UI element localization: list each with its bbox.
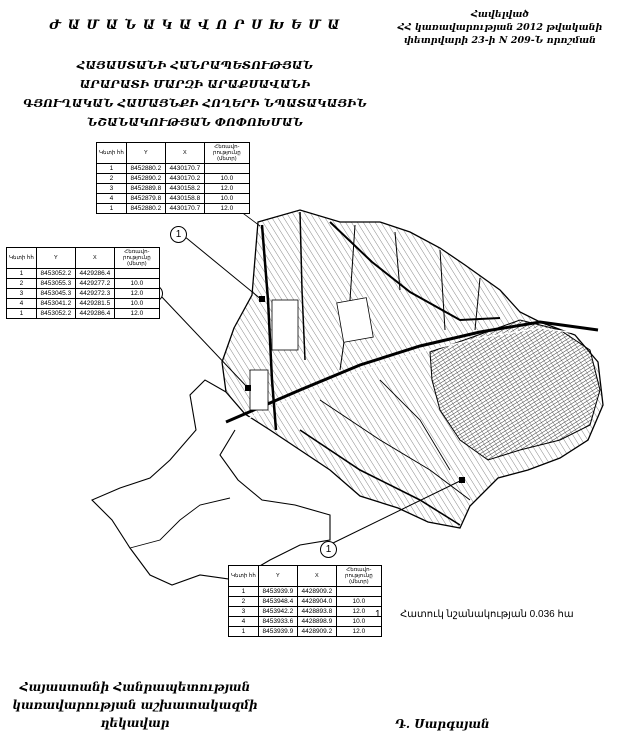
distance-cell: 12.0 <box>114 289 159 299</box>
footer-line: ղեկավար <box>100 716 170 730</box>
col-header: Կետի հհ <box>229 566 259 587</box>
attachment-line: փետրվարի 23-ի N 209-Ն որոշման <box>404 35 596 46</box>
cell: 4430170.7 <box>165 164 204 174</box>
distance-cell: 12.0 <box>114 309 159 319</box>
attachment-line: Հավելված <box>470 9 530 20</box>
cell: 4430170.2 <box>165 174 204 184</box>
parcel <box>337 298 373 343</box>
cell: 4429281.5 <box>75 299 114 309</box>
attachment-line: ՀՀ կառավարության 2012 թվականի <box>397 22 603 33</box>
cell: 4428904.0 <box>297 597 336 607</box>
cell <box>204 164 249 174</box>
distance-cell: 12.0 <box>204 204 249 214</box>
parcel <box>250 370 268 410</box>
parcel <box>272 300 298 350</box>
cell: 8452889.8 <box>126 184 165 194</box>
col-header: X <box>297 566 336 587</box>
cell: 4428898.9 <box>297 617 336 627</box>
distance-cell: 12.0 <box>336 607 381 617</box>
cell <box>336 587 381 597</box>
col-header: Հեռավո-րությունը (մետր) <box>336 566 381 587</box>
cell: 1 <box>229 627 259 637</box>
cell: 1 <box>97 204 127 214</box>
coordinate-table-3 <box>228 565 382 637</box>
cell: 3 <box>7 289 37 299</box>
distance-cell: 10.0 <box>336 597 381 607</box>
map-title: Ժ Ա Մ Ա Ն Ա Կ Ա Վ Ո Ր Ս Խ Ե Մ Ա <box>49 18 341 33</box>
cell: 4 <box>97 194 127 204</box>
river-boundary <box>130 498 230 548</box>
cell: 1 <box>229 587 259 597</box>
col-header: Y <box>36 248 75 269</box>
col-header: Կետի հհ <box>97 143 127 164</box>
special-plot <box>459 477 465 483</box>
distance-cell: 10.0 <box>336 617 381 627</box>
distance-cell: 12.0 <box>204 184 249 194</box>
cell: 8453052.2 <box>36 309 75 319</box>
col-header: X <box>165 143 204 164</box>
col-header: Հեռավո-րությունը (մետր) <box>204 143 249 164</box>
cell: 4428909.2 <box>297 627 336 637</box>
subtitle-line: ԳՅՈՒՂԱԿԱՆ ՀԱՄԱՅՆՔԻ ՀՈՂԵՐԻ ՆՊԱՏԱԿԱՅԻՆ <box>23 96 367 110</box>
cell: 4429286.4 <box>75 269 114 279</box>
cell: 4429277.2 <box>75 279 114 289</box>
cell: 8453942.2 <box>258 607 297 617</box>
cell: 8453948.4 <box>258 597 297 607</box>
col-header: Y <box>126 143 165 164</box>
leader-line <box>184 236 262 300</box>
cell: 1 <box>7 269 37 279</box>
subtitle-line: ԱՐԱՐԱՏԻ ՄԱՐԶԻ ԱՐԱՔՍԱՎԱՆԻ <box>79 77 311 91</box>
plot-marker: 1 <box>170 226 187 243</box>
subtitle-line: ՀԱՅԱՍՏԱՆԻ ՀԱՆՐԱՊԵՏՈՒԹՅԱՆ <box>76 58 314 72</box>
cell: 4 <box>229 617 259 627</box>
cell: 8453055.3 <box>36 279 75 289</box>
legend-text: Հատուկ նշանակության 0.036 հա <box>400 609 574 620</box>
cell: 1 <box>97 164 127 174</box>
cell: 4 <box>7 299 37 309</box>
cell: 4429272.3 <box>75 289 114 299</box>
cell: 4430158.8 <box>165 194 204 204</box>
cell: 4430158.2 <box>165 184 204 194</box>
coordinate-table-2 <box>6 247 160 319</box>
col-header: Կետի հհ <box>7 248 37 269</box>
cell: 8453933.6 <box>258 617 297 627</box>
col-header: Հեռավո-րությունը (մետր) <box>114 248 159 269</box>
distance-cell: 10.0 <box>114 299 159 309</box>
legend-number: 1 <box>375 609 381 620</box>
cell: 4429286.4 <box>75 309 114 319</box>
cell: 4428909.2 <box>297 587 336 597</box>
cell: 2 <box>229 597 259 607</box>
cell: 2 <box>7 279 37 289</box>
cell: 8453045.3 <box>36 289 75 299</box>
coordinate-table-1 <box>96 142 250 214</box>
cell: 8452879.8 <box>126 194 165 204</box>
cell: 8453041.2 <box>36 299 75 309</box>
footer-line: կառավարության աշխատակազմի <box>12 698 258 712</box>
distance-cell: 12.0 <box>336 627 381 637</box>
cell: 4430170.7 <box>165 204 204 214</box>
footer-line: Հայաստանի Հանրապետության <box>19 680 251 694</box>
legend <box>375 609 605 620</box>
cell: 2 <box>97 174 127 184</box>
cell: 8453939.9 <box>258 587 297 597</box>
cell: 8452890.2 <box>126 174 165 184</box>
col-header: X <box>75 248 114 269</box>
cell: 8452880.2 <box>126 204 165 214</box>
distance-cell: 10.0 <box>204 194 249 204</box>
cell: 8453052.2 <box>36 269 75 279</box>
col-header: Y <box>258 566 297 587</box>
cell <box>114 269 159 279</box>
cell: 1 <box>7 309 37 319</box>
distance-cell: 10.0 <box>204 174 249 184</box>
subtitle-line: ՆՇԱՆԱԿՈՒԹՅԱՆ ՓՈՓՈԽՄԱՆ <box>86 115 304 129</box>
signatory-position <box>0 678 270 732</box>
plot-marker: 1 <box>320 541 337 558</box>
cell: 3 <box>229 607 259 617</box>
special-plot <box>245 385 251 391</box>
signatory-name: Դ. Սարգսյան <box>395 717 490 731</box>
cell: 8453939.9 <box>258 627 297 637</box>
distance-cell: 10.0 <box>114 279 159 289</box>
special-plot <box>259 296 265 302</box>
cell: 8452880.2 <box>126 164 165 174</box>
cell: 4428893.8 <box>297 607 336 617</box>
cell: 3 <box>97 184 127 194</box>
